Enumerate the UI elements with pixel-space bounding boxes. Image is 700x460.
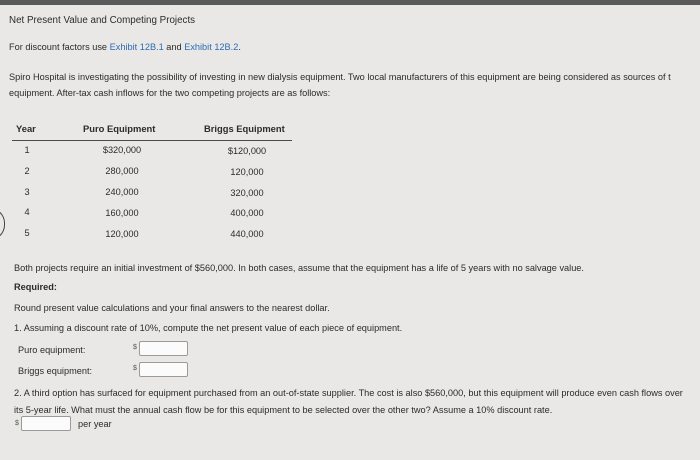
header-briggs: Briggs Equipment (204, 123, 285, 134)
investment-note: Both projects require an initial investment of $560,000. In both cases, assume that the equipment has a life of 5 years with no salvage value. (14, 263, 584, 273)
puro-cell: 160,000 (105, 208, 139, 218)
header-divider (12, 140, 292, 141)
page-title: Net Present Value and Competing Projects (9, 15, 196, 26)
question-1: 1. Assuming a discount rate of 10%, compute the net present value of each piece of equipment. (14, 323, 403, 333)
exhibit-12b2-link[interactable]: Exhibit 12B.2 (184, 42, 239, 52)
exhibit-12b1-link[interactable]: Exhibit 12B.1 (109, 42, 164, 52)
briggs-npv-input[interactable] (139, 362, 188, 377)
header-puro: Puro Equipment (83, 123, 156, 134)
year-cell: 4 (24, 207, 30, 217)
briggs-cell: 400,000 (230, 208, 264, 218)
briggs-cell: 120,000 (230, 167, 264, 177)
discount-mid: and (163, 42, 185, 52)
puro-cell: 240,000 (105, 187, 139, 197)
annual-cash-flow-input[interactable] (21, 416, 71, 431)
puro-npv-input[interactable] (139, 341, 188, 356)
top-bar (0, 0, 700, 5)
discount-factors-note (9, 41, 241, 53)
year-cell: 5 (24, 228, 30, 238)
puro-cell: 120,000 (105, 229, 139, 239)
year-cell: 1 (24, 145, 30, 155)
puro-npv-label: Puro equipment: (18, 345, 86, 355)
annual-cash-flow-currency: $ (15, 420, 19, 427)
required-heading: Required: (14, 282, 57, 292)
discount-prefix: For discount factors use (9, 42, 110, 52)
briggs-cell: 320,000 (230, 188, 264, 198)
header-year: Year (16, 123, 36, 134)
per-year-label: per year (78, 419, 112, 429)
puro-cell: 280,000 (105, 166, 139, 176)
rounding-instruction: Round present value calculations and your final answers to the nearest dollar. (14, 303, 330, 313)
page-edge-arc (0, 208, 5, 240)
intro-line-2: equipment. After-tax cash inflows for the two competing projects are as follows: (9, 88, 331, 98)
puro-currency: $ (133, 344, 137, 351)
question-2-line-2: its 5-year life. What must the annual cash flow be for this equipment to be selected over the other two? Assume a 10% discount rate. (14, 405, 553, 415)
discount-suffix: . (238, 42, 241, 52)
puro-cell: $320,000 (102, 145, 142, 155)
briggs-cell: 440,000 (230, 229, 264, 239)
briggs-currency: $ (133, 365, 137, 372)
year-cell: 2 (24, 166, 30, 176)
briggs-npv-label: Briggs equipment: (18, 366, 93, 376)
briggs-cell: $120,000 (227, 146, 267, 156)
intro-line-1: Spiro Hospital is investigating the possibility of investing in new dialysis equipment. Two local manufacturers of this equipment are being considered as sources of t (9, 72, 671, 82)
question-2-line-1: 2. A third option has surfaced for equipment purchased from an out-of-state supplier. The cost is also $560,000, but this equipment will produce even cash flows over (14, 388, 683, 398)
year-cell: 3 (24, 187, 30, 197)
